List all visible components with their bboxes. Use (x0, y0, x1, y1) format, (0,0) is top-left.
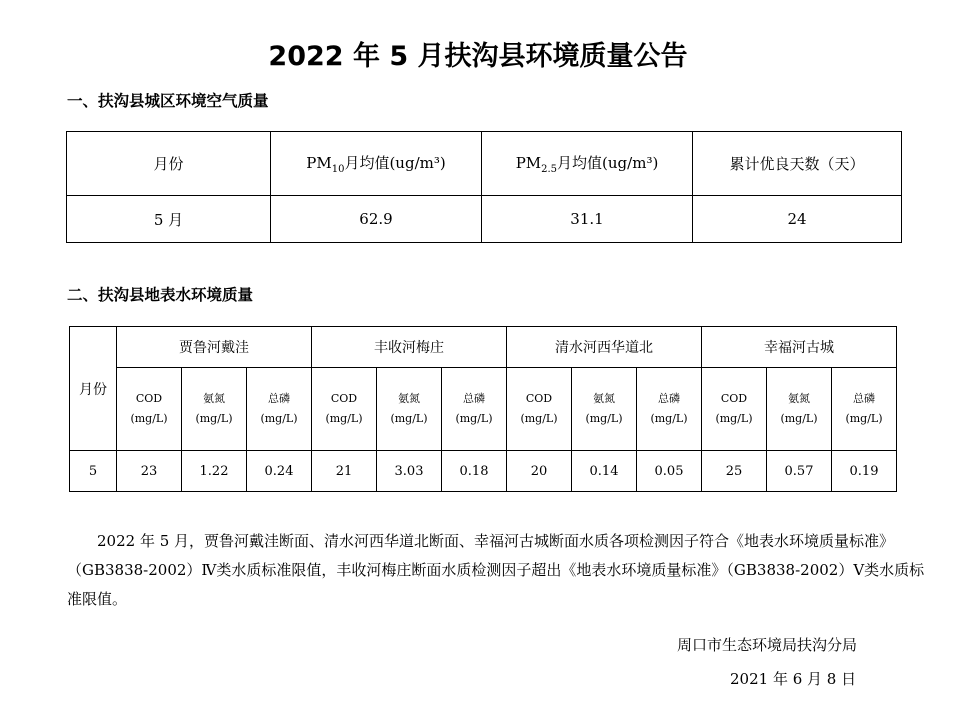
param-name: COD (720, 392, 748, 405)
param-name: COD (525, 392, 553, 405)
issuing-organization: 周口市生态环境局扶沟分局 (677, 636, 858, 654)
param-name: 氨氮 (203, 392, 225, 405)
param-unit: (mg/L) (325, 412, 363, 425)
param-unit: (mg/L) (650, 412, 688, 425)
param-name: COD (135, 392, 163, 405)
header-good-days: 累计优良天数（天） (693, 132, 902, 196)
header-pm10 (271, 132, 482, 196)
pm10-subscript: 10 (331, 164, 345, 175)
param-unit: (mg/L) (260, 412, 298, 425)
pm25-prefix: PM (515, 154, 542, 172)
table-cell: 0.57 (767, 451, 832, 492)
param-header (507, 368, 572, 451)
table-cell: 21 (312, 451, 377, 492)
table-header-row (67, 132, 902, 196)
param-header (442, 368, 507, 451)
param-name: 总磷 (658, 392, 680, 405)
param-unit: (mg/L) (455, 412, 493, 425)
table-cell: 23 (117, 451, 182, 492)
pm10-prefix: PM (306, 154, 332, 172)
pm25-subscript: 2.5 (541, 164, 558, 175)
station-header: 幸福河古城 (702, 327, 897, 368)
table-cell: 0.18 (442, 451, 507, 492)
cell-good-days: 24 (693, 196, 902, 243)
param-unit: (mg/L) (715, 412, 753, 425)
param-unit: (mg/L) (780, 412, 818, 425)
summary-paragraph: 2022 年 5 月，贾鲁河戴洼断面、清水河西华道北断面、幸福河古城断面水质各项检测因子符合《地表水环境质量标准》（GB3838-2002）Ⅳ类水质标准限值，丰收河梅庄断面水质检测因子超出《地表水环境质量标准》（GB3838-2002）Ⅴ类水质标准限值。 (67, 532, 925, 608)
page-title: 2022 年 5 月扶沟县环境质量公告 (268, 41, 688, 72)
param-unit: (mg/L) (195, 412, 233, 425)
param-unit: (mg/L) (130, 412, 168, 425)
param-name: COD (330, 392, 358, 405)
param-unit: (mg/L) (390, 412, 428, 425)
table-row (67, 196, 902, 243)
param-unit: (mg/L) (520, 412, 558, 425)
param-header (247, 368, 312, 451)
station-header: 清水河西华道北 (507, 327, 702, 368)
header-month: 月份 (70, 327, 117, 451)
water-quality-table (69, 326, 897, 492)
param-header (702, 368, 767, 451)
station-header: 贾鲁河戴洼 (117, 327, 312, 368)
param-name: 总磷 (463, 392, 485, 405)
param-header (182, 368, 247, 451)
param-header (637, 368, 702, 451)
param-header-row (70, 368, 897, 451)
param-header (767, 368, 832, 451)
param-header (377, 368, 442, 451)
param-name: 氨氮 (593, 392, 615, 405)
section-heading-air: 一、扶沟县城区环境空气质量 (67, 92, 269, 110)
table-cell: 25 (702, 451, 767, 492)
param-name: 总磷 (853, 392, 875, 405)
table-cell: 0.24 (247, 451, 312, 492)
param-header (312, 368, 377, 451)
table-cell: 20 (507, 451, 572, 492)
cell-month: 5 月 (67, 196, 271, 243)
table-cell: 1.22 (182, 451, 247, 492)
air-quality-table (66, 131, 902, 243)
param-header (572, 368, 637, 451)
section-heading-water: 二、扶沟县地表水环境质量 (67, 286, 254, 304)
table-cell: 3.03 (377, 451, 442, 492)
header-month: 月份 (67, 132, 271, 196)
param-unit: (mg/L) (585, 412, 623, 425)
header-pm25 (482, 132, 693, 196)
table-cell: 0.14 (572, 451, 637, 492)
param-unit: (mg/L) (845, 412, 883, 425)
param-header (832, 368, 897, 451)
station-header: 丰收河梅庄 (312, 327, 507, 368)
pm25-suffix: 月均值(ug/m³) (557, 154, 659, 172)
issue-date: 2021 年 6 月 8 日 (730, 670, 857, 688)
table-cell: 0.05 (637, 451, 702, 492)
cell-pm25: 31.1 (482, 196, 693, 243)
table-row (70, 451, 897, 492)
param-name: 氨氮 (788, 392, 810, 405)
param-header (117, 368, 182, 451)
cell-pm10: 62.9 (271, 196, 482, 243)
station-header-row (70, 327, 897, 368)
param-name: 氨氮 (398, 392, 420, 405)
table-cell: 0.19 (832, 451, 897, 492)
param-name: 总磷 (268, 392, 290, 405)
cell-month: 5 (70, 451, 117, 492)
pm10-suffix: 月均值(ug/m³) (344, 154, 446, 172)
